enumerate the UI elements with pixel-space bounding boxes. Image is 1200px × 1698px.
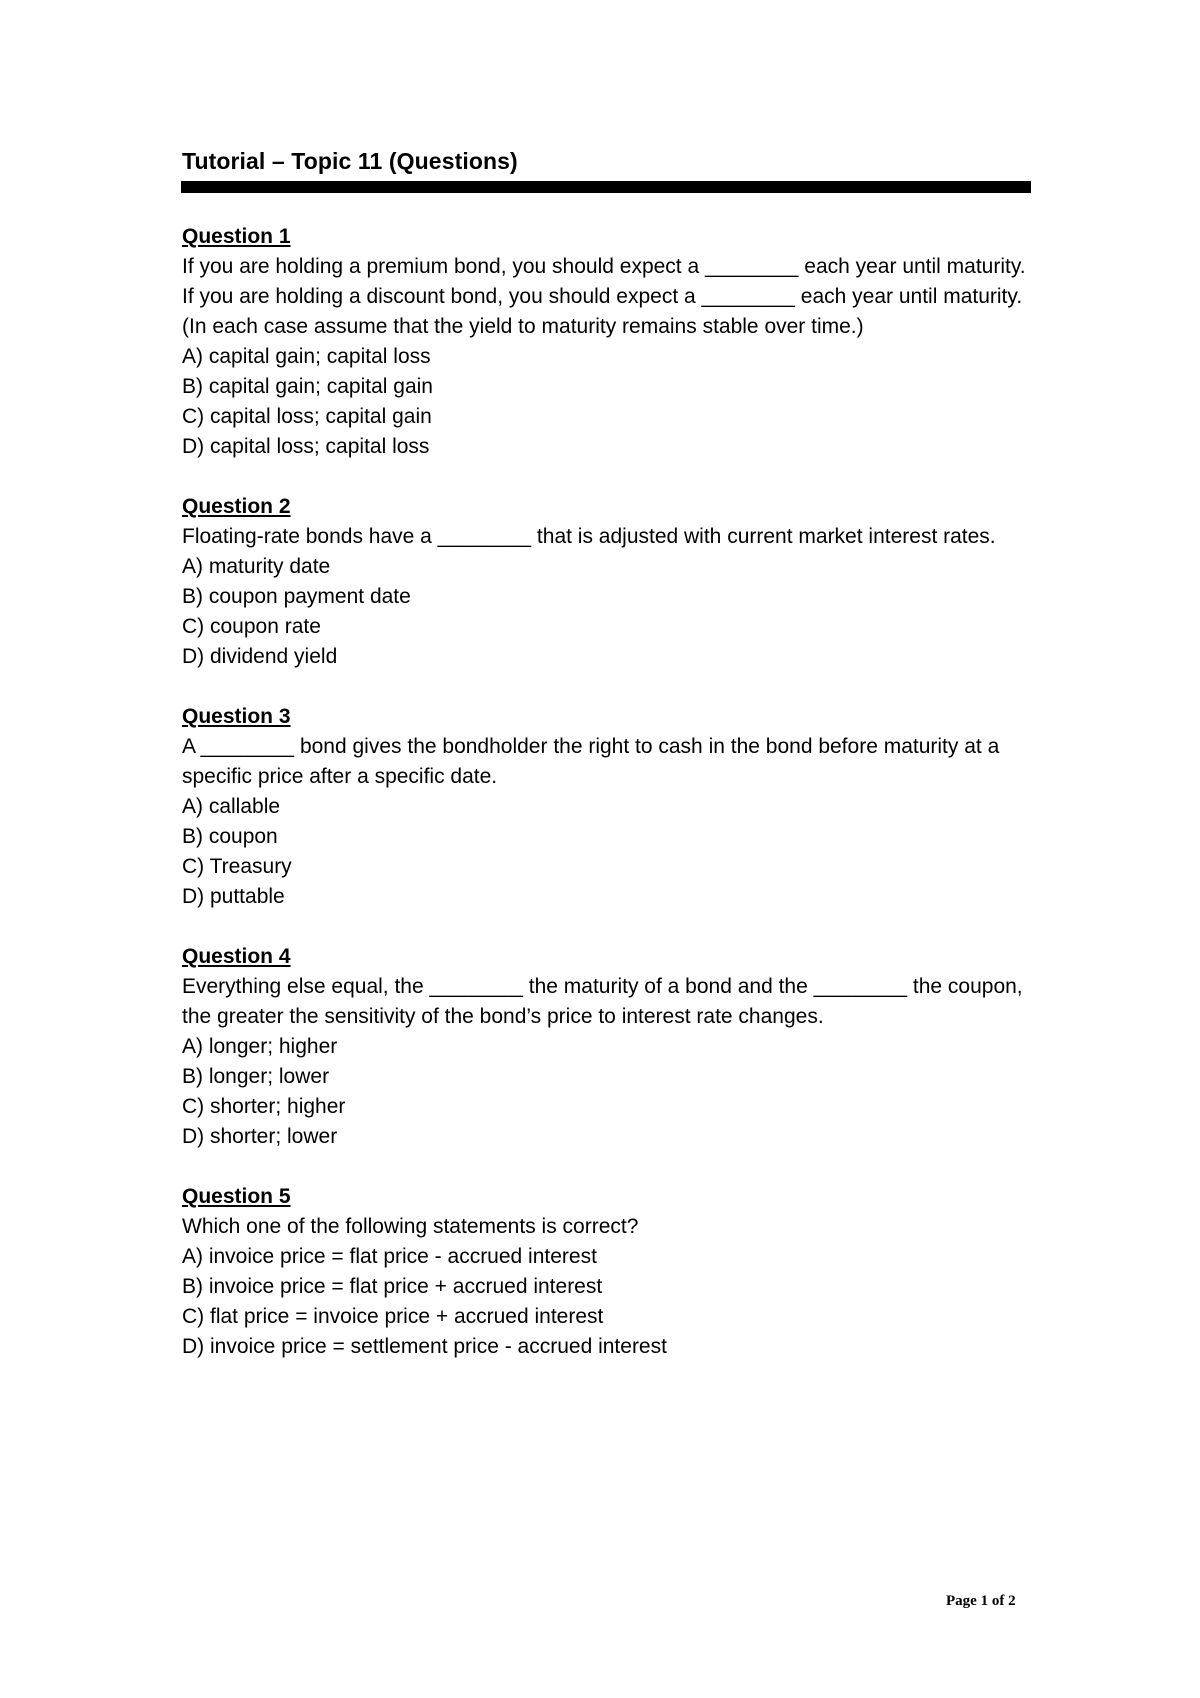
answer-option: D) capital loss; capital loss [182,435,430,458]
question-text: Everything else equal, the ________ the maturity of a bond and the ________ the coupon, the greater the sensitivity of the bond’s price to interest rate changes. [182,975,1023,1028]
question-4 [182,942,1032,1152]
answer-option: A) callable [182,795,281,818]
answer-option: C) coupon rate [182,615,321,638]
answer-option: D) dividend yield [182,645,338,668]
question-heading: Question 5 [182,1185,291,1208]
answer-option: B) capital gain; capital gain [182,375,433,398]
answer-options [182,552,1032,672]
answer-option: D) invoice price = settlement price - accrued interest [182,1335,667,1358]
answer-option: B) coupon payment date [182,585,411,608]
question-2 [182,492,1032,672]
answer-option: B) invoice price = flat price + accrued interest [182,1275,603,1298]
question-heading: Question 4 [182,945,291,968]
answer-options [182,792,1032,912]
answer-option: D) shorter; lower [182,1125,338,1148]
question-text: A ________ bond gives the bondholder the right to cash in the bond before maturity at a specific price after a specific date. [182,735,1000,788]
question-text: Floating-rate bonds have a ________ that is adjusted with current market interest rates. [182,525,996,548]
answer-option: B) coupon [182,825,278,848]
answer-option: A) invoice price = flat price - accrued interest [182,1245,597,1268]
question-1 [182,222,1032,462]
page-title: Tutorial – Topic 11 (Questions) [182,148,518,174]
answer-option: A) capital gain; capital loss [182,345,431,368]
answer-option: B) longer; lower [182,1065,330,1088]
question-heading: Question 2 [182,495,291,518]
question-text: Which one of the following statements is correct? [182,1215,639,1238]
answer-option: C) capital loss; capital gain [182,405,432,428]
answer-option: C) Treasury [182,855,292,878]
question-5 [182,1182,1032,1362]
answer-options [182,1242,1032,1362]
question-3 [182,702,1032,912]
answer-option: D) puttable [182,885,285,908]
answer-option: C) flat price = invoice price + accrued interest [182,1305,604,1328]
question-heading: Question 1 [182,225,291,248]
answer-options [182,1032,1032,1152]
answer-option: A) longer; higher [182,1035,338,1058]
answer-option: C) shorter; higher [182,1095,346,1118]
title-divider [181,181,1031,193]
question-text: If you are holding a premium bond, you should expect a ________ each year until maturity. If you are holding a discount bond, you should expect a ________ each year until maturity. (In each case assume that the yield to maturity remains stable over time.) [182,255,1026,338]
question-heading: Question 3 [182,705,291,728]
answer-options [182,342,1032,462]
answer-option: A) maturity date [182,555,331,578]
page-number: Page 1 of 2 [946,1593,1016,1609]
question-list [182,222,1032,1392]
